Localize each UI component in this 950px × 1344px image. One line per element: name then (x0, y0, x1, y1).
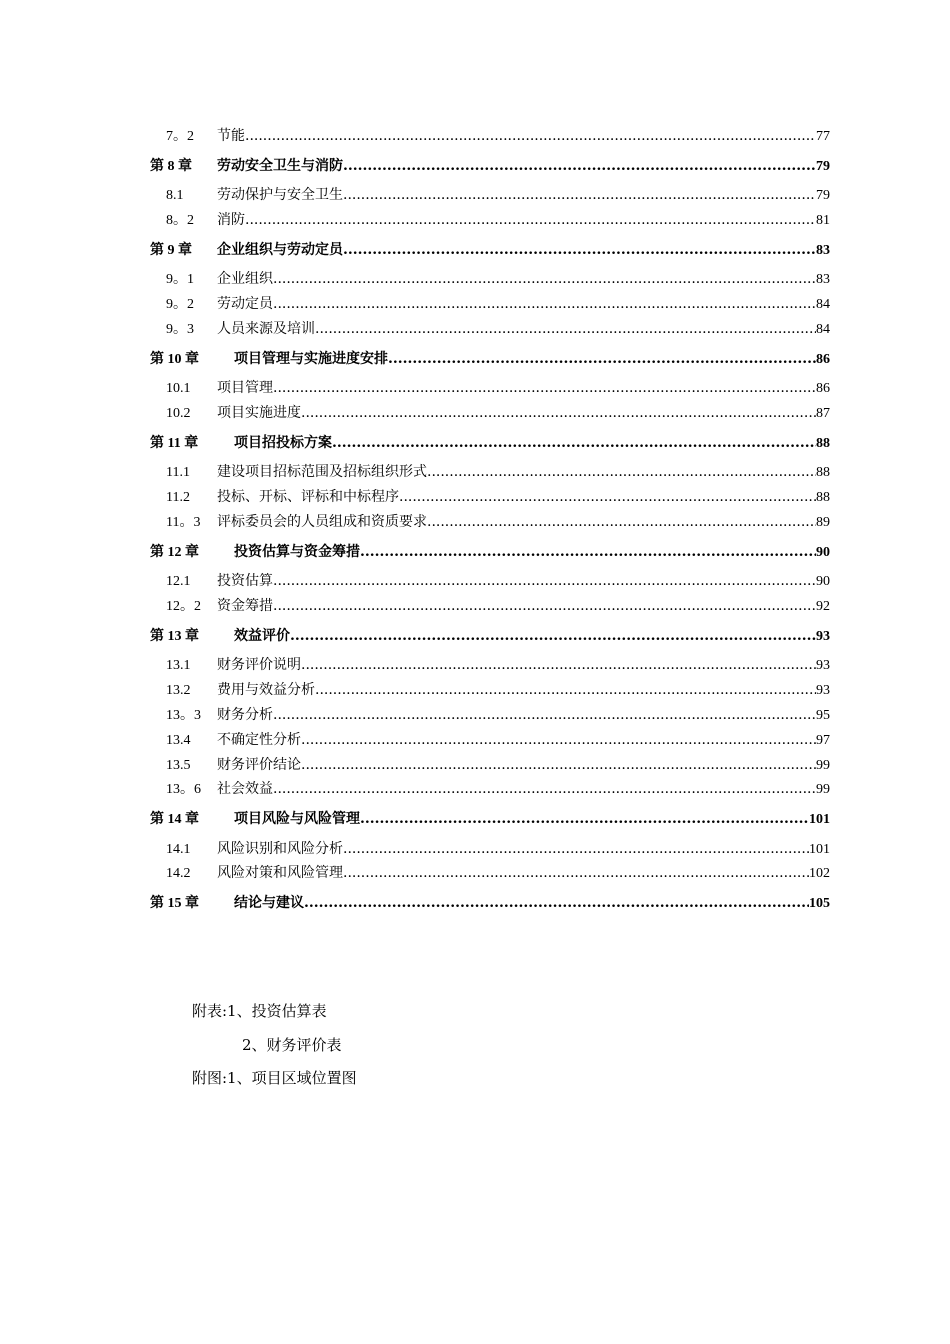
entry-number: 11.1 (166, 465, 190, 481)
entry-title: 项目管理 (217, 380, 273, 397)
entry-number: 13。3 (166, 707, 201, 723)
dot-leader (343, 233, 816, 268)
chapter-title: 结论与建议 (234, 895, 304, 912)
table-of-contents (150, 124, 830, 921)
dot-leader (273, 267, 816, 292)
toc-chapter[interactable] (150, 535, 830, 570)
entry-number: 11。3 (166, 514, 201, 530)
chapter-number: 第 12 章 (150, 544, 199, 560)
chapter-number: 第 10 章 (150, 351, 199, 367)
toc-entry[interactable] (150, 376, 830, 401)
chapter-title: 项目风险与风险管理 (234, 811, 360, 828)
entry-number: 10.2 (166, 406, 191, 422)
appendix-table-1: 附表:1、投资估算表 (192, 1002, 327, 1020)
entry-title: 风险对策和风险管理 (217, 865, 343, 882)
entry-title: 财务评价说明 (217, 657, 301, 674)
chapter-number: 第 11 章 (150, 435, 199, 451)
entry-title: 不确定性分析 (217, 731, 301, 748)
chapter-page: 101 (809, 812, 830, 828)
entry-title: 消防 (217, 212, 245, 229)
dot-leader (399, 485, 816, 510)
entry-page: 101 (809, 841, 830, 857)
toc-entry[interactable] (150, 837, 830, 862)
entry-page: 79 (816, 188, 830, 204)
toc-entry[interactable] (150, 401, 830, 426)
dot-leader (301, 401, 816, 426)
dot-leader (301, 753, 816, 778)
chapter-page: 90 (816, 544, 830, 560)
chapter-title: 项目管理与实施进度安排 (234, 350, 388, 367)
entry-page: 88 (816, 465, 830, 481)
chapter-number: 第 15 章 (150, 896, 199, 912)
chapter-title: 劳动安全卫生与消防 (217, 157, 343, 174)
entry-title: 投资估算 (217, 573, 273, 590)
appendix-table-2: 2、财务评价表 (242, 1036, 342, 1054)
entry-number: 8.1 (166, 188, 184, 204)
dot-leader (360, 535, 816, 570)
dot-leader (245, 124, 816, 149)
dot-leader (301, 653, 816, 678)
entry-page: 84 (816, 321, 830, 337)
chapter-number: 第 9 章 (150, 242, 192, 258)
toc-entry[interactable] (150, 460, 830, 485)
entry-page: 92 (816, 599, 830, 615)
dot-leader (360, 802, 809, 837)
dot-leader (273, 703, 816, 728)
entry-number: 9。1 (166, 272, 194, 288)
entry-title: 建设项目招标范围及招标组织形式 (217, 464, 427, 481)
entry-number: 14.2 (166, 866, 191, 882)
entry-title: 评标委员会的人员组成和资质要求 (217, 513, 427, 530)
entry-page: 83 (816, 272, 830, 288)
dot-leader (273, 594, 816, 619)
toc-entry[interactable] (150, 124, 830, 149)
toc-entry[interactable] (150, 569, 830, 594)
entry-number: 13.1 (166, 658, 191, 674)
toc-entry[interactable] (150, 777, 830, 802)
entry-number: 13.2 (166, 683, 191, 699)
entry-title: 人员来源及培训 (217, 320, 315, 337)
entry-number: 9。3 (166, 321, 194, 337)
entry-number: 13。6 (166, 782, 201, 798)
toc-entry[interactable] (150, 317, 830, 342)
entry-title: 社会效益 (217, 781, 273, 798)
toc-entry[interactable] (150, 267, 830, 292)
dot-leader (315, 678, 816, 703)
chapter-page: 88 (816, 435, 830, 451)
chapter-title: 项目招投标方案 (234, 434, 332, 451)
entry-page: 90 (816, 574, 830, 590)
toc-entry[interactable] (150, 208, 830, 233)
chapter-page: 93 (816, 628, 830, 644)
toc-entry[interactable] (150, 703, 830, 728)
toc-chapter[interactable] (150, 342, 830, 377)
entry-page: 88 (816, 490, 830, 506)
dot-leader (273, 569, 816, 594)
appendix-figure-1: 附图:1、项目区域位置图 (192, 1069, 357, 1087)
dot-leader (427, 510, 816, 535)
entry-title: 费用与效益分析 (217, 682, 315, 699)
entry-title: 劳动保护与安全卫生 (217, 187, 343, 204)
entry-title: 节能 (217, 128, 245, 144)
entry-number: 11.2 (166, 490, 190, 506)
entry-page: 102 (809, 866, 830, 882)
toc-entry[interactable] (150, 485, 830, 510)
chapter-page: 105 (809, 896, 830, 912)
toc-entry[interactable] (150, 728, 830, 753)
dot-leader (304, 886, 809, 921)
toc-chapter[interactable] (150, 149, 830, 184)
toc-entry[interactable] (150, 861, 830, 886)
entry-page: 97 (816, 732, 830, 748)
toc-entry[interactable] (150, 183, 830, 208)
entry-title: 劳动定员 (217, 296, 273, 313)
dot-leader (301, 728, 816, 753)
entry-number: 13.5 (166, 757, 191, 773)
chapter-page: 79 (816, 158, 830, 174)
toc-entry[interactable] (150, 510, 830, 535)
entry-page: 81 (816, 213, 830, 229)
dot-leader (273, 376, 816, 401)
toc-entry[interactable] (150, 678, 830, 703)
toc-entry[interactable] (150, 753, 830, 778)
chapter-page: 83 (816, 242, 830, 258)
entry-page: 93 (816, 683, 830, 699)
dot-leader (315, 317, 816, 342)
dot-leader (343, 183, 816, 208)
entry-page: 77 (816, 129, 830, 144)
entry-title: 企业组织 (217, 271, 273, 288)
toc-chapter[interactable] (150, 886, 830, 921)
chapter-page: 86 (816, 351, 830, 367)
chapter-title: 效益评价 (234, 627, 290, 644)
chapter-title: 企业组织与劳动定员 (217, 241, 343, 258)
dot-leader (388, 342, 816, 377)
dot-leader (290, 619, 816, 654)
entry-number: 8。2 (166, 213, 194, 229)
toc-chapter[interactable] (150, 802, 830, 837)
chapter-title: 投资估算与资金筹措 (234, 543, 360, 560)
chapter-number: 第 13 章 (150, 628, 199, 644)
toc-entry[interactable] (150, 653, 830, 678)
dot-leader (332, 426, 816, 461)
entry-page: 87 (816, 406, 830, 422)
chapter-number: 第 8 章 (150, 158, 192, 174)
entry-page: 84 (816, 297, 830, 313)
entry-number: 10.1 (166, 381, 191, 397)
toc-chapter[interactable] (150, 426, 830, 461)
entry-page: 89 (816, 514, 830, 530)
toc-chapter[interactable] (150, 233, 830, 268)
entry-number: 7。2 (166, 129, 194, 144)
entry-page: 95 (816, 707, 830, 723)
entry-page: 99 (816, 757, 830, 773)
toc-entry[interactable] (150, 594, 830, 619)
dot-leader (273, 292, 816, 317)
entry-number: 12。2 (166, 599, 201, 615)
dot-leader (245, 208, 816, 233)
entry-number: 12.1 (166, 574, 191, 590)
entry-title: 资金筹措 (217, 598, 273, 615)
chapter-number: 第 14 章 (150, 812, 199, 828)
toc-entry[interactable] (150, 292, 830, 317)
entry-number: 14.1 (166, 841, 191, 857)
dot-leader (343, 861, 809, 886)
entry-number: 13.4 (166, 732, 191, 748)
toc-chapter[interactable] (150, 619, 830, 654)
entry-title: 财务分析 (217, 706, 273, 723)
dot-leader (273, 777, 816, 802)
entry-title: 项目实施进度 (217, 405, 301, 422)
entry-title: 财务评价结论 (217, 756, 301, 773)
entry-page: 93 (816, 658, 830, 674)
entry-page: 99 (816, 782, 830, 798)
entry-number: 9。2 (166, 297, 194, 313)
dot-leader (343, 149, 816, 184)
entry-title: 风险识别和风险分析 (217, 840, 343, 857)
dot-leader (427, 460, 816, 485)
entry-title: 投标、开标、评标和中标程序 (217, 489, 399, 506)
dot-leader (343, 837, 809, 862)
entry-page: 86 (816, 381, 830, 397)
